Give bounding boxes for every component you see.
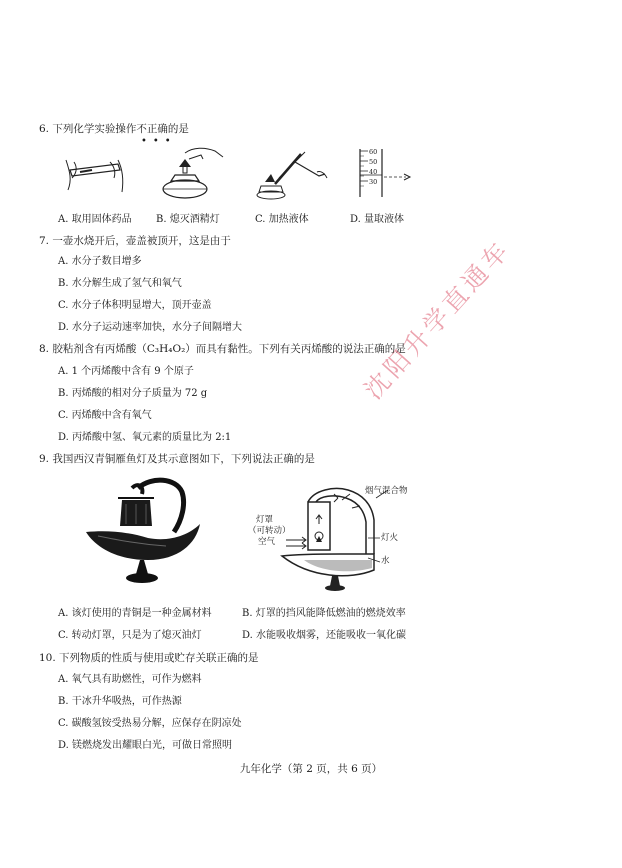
q7-option-c: C. 水分子体积明显增大，顶开壶盖: [58, 300, 212, 311]
bronze-lamp-photo: [78, 474, 206, 592]
q9-stem: 9. 我国西汉青铜雁鱼灯及其示意图如下，下列说法正确的是: [39, 453, 315, 465]
q10-option-a: A. 氧气具有助燃性，可作为燃料: [58, 674, 202, 685]
q7-option-b: B. 水分解生成了氢气和氧气: [58, 278, 182, 289]
figure-c-heating-liquid: [255, 148, 335, 200]
cylinder-tick-50: 50: [369, 158, 378, 166]
diagram-label-air: 空气: [258, 537, 276, 547]
q6-option-b: B. 熄灭酒精灯: [156, 214, 220, 225]
lamp-schematic-diagram: [280, 484, 390, 592]
q8-option-a: A. 1 个丙烯酸中含有 9 个原子: [58, 366, 194, 377]
figure-b-alcohol-lamp: [155, 145, 227, 201]
q8-option-c: C. 丙烯酸中含有氧气: [58, 410, 152, 421]
q9-option-d: D. 水能吸收烟雾，还能吸收一氧化碳: [242, 630, 407, 641]
q6-option-d: D. 量取液体: [350, 214, 405, 225]
cylinder-tick-40: 40: [369, 168, 378, 176]
q6-stem: 6. 下列化学实验操作不正确的是: [39, 123, 189, 135]
cylinder-tick-30: 30: [369, 178, 378, 186]
q8-option-d: D. 丙烯酸中氢、氧元素的质量比为 2:1: [58, 432, 232, 443]
diagram-label-water: 水: [381, 556, 390, 566]
diagram-label-smoke: 烟气混合物: [365, 486, 408, 496]
q6-option-a: A. 取用固体药品: [58, 214, 132, 225]
q9-option-c: C. 转动灯罩，只是为了熄灭油灯: [58, 630, 202, 641]
q10-stem: 10. 下列物质的性质与使用或贮存关联正确的是: [39, 652, 259, 664]
q8-stem: 8. 胶粘剂含有丙烯酸（C₃H₄O₂）而具有黏性。下列有关丙烯酸的说法正确的是: [39, 343, 406, 355]
q9-option-b: B. 灯罩的挡风能降低燃油的燃烧效率: [242, 608, 406, 619]
q7-stem: 7. 一壶水烧开后，壶盖被顶开，这是由于: [39, 235, 231, 247]
q7-option-d: D. 水分子运动速率加快，水分子间隔增大: [58, 322, 243, 333]
diagram-label-rotatable: （可转动）: [248, 526, 291, 536]
q9-option-a: A. 该灯使用的青铜是一种金属材料: [58, 608, 212, 619]
q6-emphasis-dots: •••: [141, 136, 177, 147]
diagram-label-shade: 灯罩: [256, 515, 274, 525]
figure-a-solid-reagent: [62, 150, 132, 195]
q8-option-b: B. 丙烯酸的相对分子质量为 72 g: [58, 388, 208, 399]
q10-option-c: C. 碳酸氢铵受热易分解，应保存在阴凉处: [58, 718, 242, 729]
cylinder-tick-60: 60: [369, 148, 378, 156]
q10-option-d: D. 镁燃烧发出耀眼白光，可做日常照明: [58, 740, 233, 751]
q6-option-c: C. 加热液体: [255, 214, 309, 225]
page-footer: 九年化学（第 2 页，共 6 页）: [239, 763, 383, 775]
q10-option-b: B. 干冰升华吸热，可作热源: [58, 696, 182, 707]
q7-option-a: A. 水分子数目增多: [58, 256, 142, 267]
watermark: 沈阳升学直通车: [358, 234, 517, 405]
diagram-label-flame: 灯火: [381, 533, 399, 543]
figure-d-measuring-cylinder: [350, 145, 420, 200]
